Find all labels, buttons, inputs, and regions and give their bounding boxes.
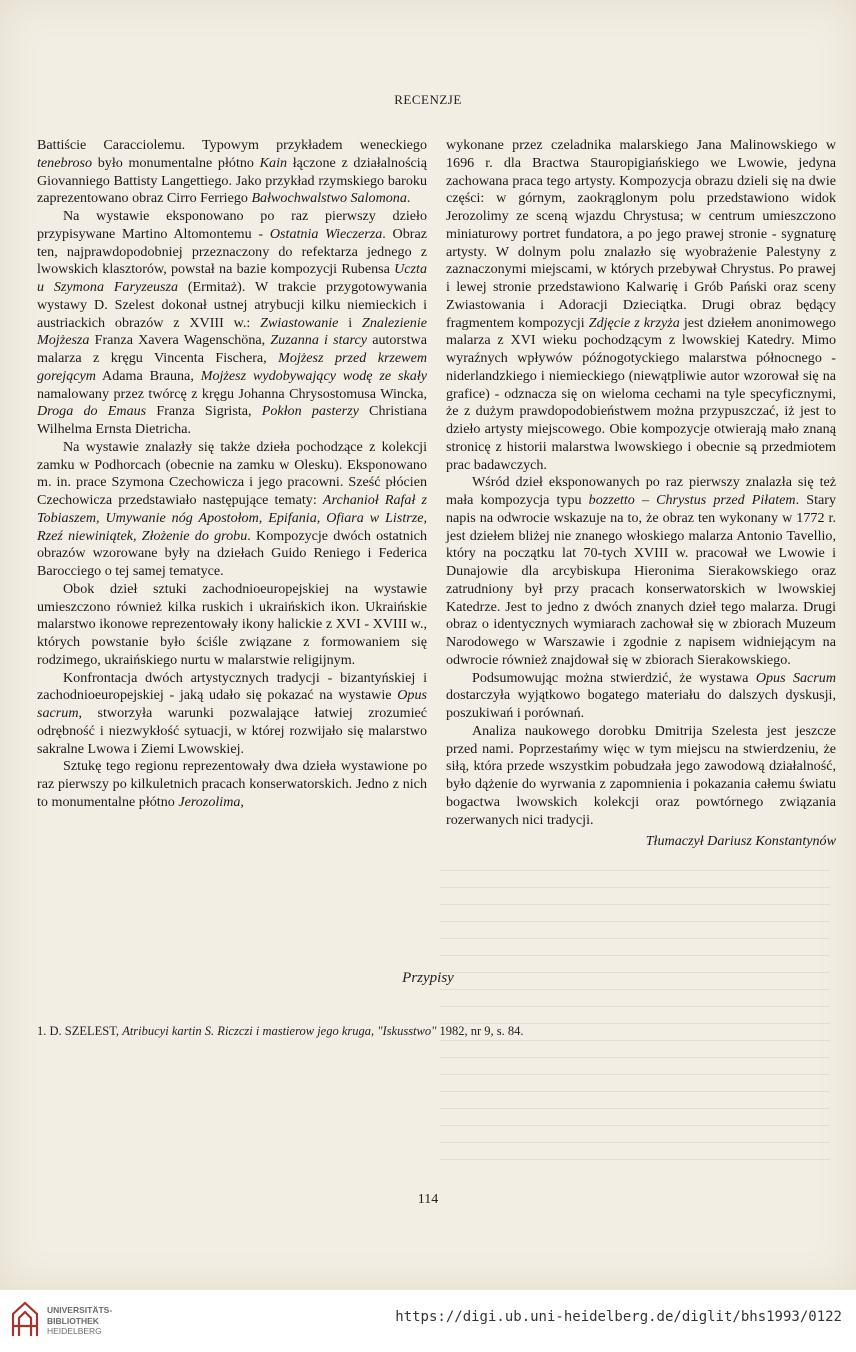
- paragraph: Na wystawie eksponowano po raz pierwszy dzieło przypisywane Martino Altomontemu - Ostatnia Wieczerza. Obraz ten, najprawdopodobniej przeznaczony do refektarza jednego z lwowskich klasztorów, powstał na bazie kompozycji Rubensa Uczta u Szymona Faryzeusza (Ermitaż). W trakcie przygotowywania wystawy D. Szelest dokonał ustnej atrybucji kilku niemieckich i austriackich obrazów z XVIII w.: Zwiastowanie i Znalezienie Mojżesza Franza Xavera Wagenschöna, Zuzanna i starcy autorstwa malarza z kręgu Vincenta Fischera, Mojżesz przed krzewem gorejącym Adama Brauna, Mojżesz wydobywający wodę ze skały namalowany przez twórcę z kręgu Johanna Chrysostomusa Wincka, Droga do Emaus Franza Sigrista, Pokłon pasterzy Christiana Wilhelma Ernsta Dietricha.: [37, 208, 428, 437]
- university-library-logo-icon: [10, 1300, 40, 1338]
- footnote-author: 1. D. SZELEST,: [37, 1024, 120, 1038]
- notes-heading: Przypisy: [402, 970, 454, 986]
- library-name-line3: HEIDELBERG: [47, 1326, 102, 1336]
- footnote-details: 1982, nr 9, s. 84.: [439, 1024, 524, 1038]
- footnote-journal: "Iskusstwo": [377, 1024, 437, 1038]
- paragraph: Battiście Caracciolemu. Typowym przykładem weneckiego tenebroso było monumentalne płótno Kain łączone z działalnością Giovanniego Battisty Langettiego. Jako przykład rzymskiego baroku zaprezentowano obraz Cirro Ferriego Bałwochwalstwo Salomona.: [37, 137, 427, 207]
- paragraph: Analiza naukowego dorobku Dmitrija Szelesta jest jeszcze przed nami. Poprzestańmy więc w tym miejscu na stwierdzeniu, że siłą, która przede wszystkim pobudzała jego zawodową działalność, było dążenie do wyrwania z zapomnienia i pokazania całemu światu bogactwa lwowskich kolekcji oraz powtórnego związania rozerwanych nici tradycji.: [446, 722, 836, 828]
- paragraph: Konfrontacja dwóch artystycznych tradycji - bizantyńskiej i zachodnioeuropejskiej - jaką udało się pokazać na wystawie Opus sacrum, stworzyła warunki pozwalające łatwiej zrozumieć odrębność i niezwykłość sytuacji, w której rozwijało się malarstwo sakralne Lwowa i Ziemi Lwowskiej.: [37, 669, 427, 757]
- translator-signature: Tłumaczył Dariusz Konstantynów: [645, 833, 836, 850]
- paragraph: Obok dzieł sztuki zachodnioeuropejskiej na wystawie umieszczono również kilka ruskich i ukraińskich ikon. Ukraińskie malarstwo ikonowe reprezentowały ikony halickie z XVI - XVIII w., których powstanie było ściśle związane z formowaniem się rodzimego, ukraińskiego nurtu w malarstwie religijnym.: [37, 580, 427, 668]
- footnote-title: Atribucyi kartin S. Riczczi i mastierow jego kruga,: [122, 1024, 375, 1038]
- library-name: [47, 1305, 112, 1337]
- running-header: RECENZJE: [394, 92, 462, 107]
- page-url-link[interactable]: https://digi.ub.uni-heidelberg.de/diglit/bhs1993/0122: [395, 1309, 842, 1325]
- library-name-line2: BIBLIOTHEK: [47, 1315, 99, 1326]
- paragraph: Wśród dzieł eksponowanych po raz pierwszy znalazła się też mała kompozycja typu bozzetto – Chrystus przed Piłatem. Stary napis na odwrocie wskazuje na to, że obraz ten wykonany w 1772 r. jest dziełem bliżej nie znanego włoskiego malarza Antonio Tavellio, który na początku lat 70-tych XVIII w. pracował we Lwowie i Dunajowie dla arcybiskupa Hieronima Sierakowskiego oraz zatrudniony był przy pracach konserwatorskich w lwowskiej Katedrze. Jest to jedno z dwóch znanych dzieł tego malarza. Drugi obraz o identycznych wymiarach zachował się w zbiorach Muzeum Narodowego w Warszawie i zgodnie z napisem widniejącym na odwrocie również znajdował się w zbiorach Sierakowskiego.: [446, 474, 836, 668]
- paragraph: Sztukę tego regionu reprezentowały dwa dzieła wystawione po raz pierwszy po kilkuletnich pracach konserwatorskich. Jedno z nich to monumentalne płótno Jerozolima,: [37, 758, 427, 810]
- bleed-through-texture: [440, 870, 830, 1170]
- viewer-footer: [0, 1290, 856, 1352]
- paragraph: Podsumowując można stwierdzić, że wystawa Opus Sacrum dostarczyła wyjątkowo bogatego materiału do dalszych dyskusji, poszukiwań i porównań.: [446, 669, 836, 721]
- footnote-1: [37, 1024, 797, 1039]
- paragraph: wykonane przez czeladnika malarskiego Jana Malinowskiego w 1696 r. dla Bractwa Stauropigiańskiego we Lwowie, jedyna zachowana praca tego artysty. Kompozycja obrazu dzieli się na dwie części: w górnym, zaokrąglonym polu przedstawiono widok Jerozolimy ze sceną wjazdu Chrystusa; w centrum umieszczono miniaturowy portret fundatora, a po jego prawej stronie - sygnaturę artysty. W dolnym polu znalazło się wyobrażenie Palestyny z zaznaczonymi miejscami, w których przebywał Chrystus. Po prawej i lewej stronie przedstawiono Kalwarię i Grób Pański oraz sceny Zwiastowania i Adoracji Dzieciątka. Drugi obraz będący fragmentem kompozycji Zdjęcie z krzyża jest dziełem anonimowego malarza z XVI wieku pochodzącym z lwowskiej Katedry. Mimo wyraźnych wpływów późnogotyckiego malarstwa północnego - niderlandzkiego i niemieckiego (niewątpliwie autor wzorował się na grafice) - odznacza się on wieloma cechami na tyle specyficznymi, że z dużym prawdopodobieństwem można przypuszczać, iż jest to dzieło artysty miejscowego. Obie kompozycje otwierają mało znaną stronicę z historii malarstwa lwowskiego i obecnie są przedmiotem prac badawczych.: [446, 137, 836, 473]
- library-name-line1: UNIVERSITÄTS-: [47, 1305, 113, 1315]
- left-text-column: [37, 137, 427, 812]
- right-text-column: [446, 137, 836, 851]
- page-number: 114: [417, 1192, 439, 1207]
- paragraph: Na wystawie znalazły się także dzieła pochodzące z kolekcji zamku w Podhorcach (obecnie na zamku w Olesku). Eksponowano m. in. prace Szymona Czechowicza i jego pracowni. Sześć płócien Czechowicza przedstawiało następujące tematy: Archanioł Rafał z Tobiaszem, Umywanie nóg Apostołom, Epifania, Ofiara w Listrze, Rzeź niewiniątek, Złożenie do grobu. Kompozycje dwóch ostatnich obrazów wzorowane były na dziełach Guido Reniego i Federica Barocciego o tej samej tematyce.: [37, 438, 427, 579]
